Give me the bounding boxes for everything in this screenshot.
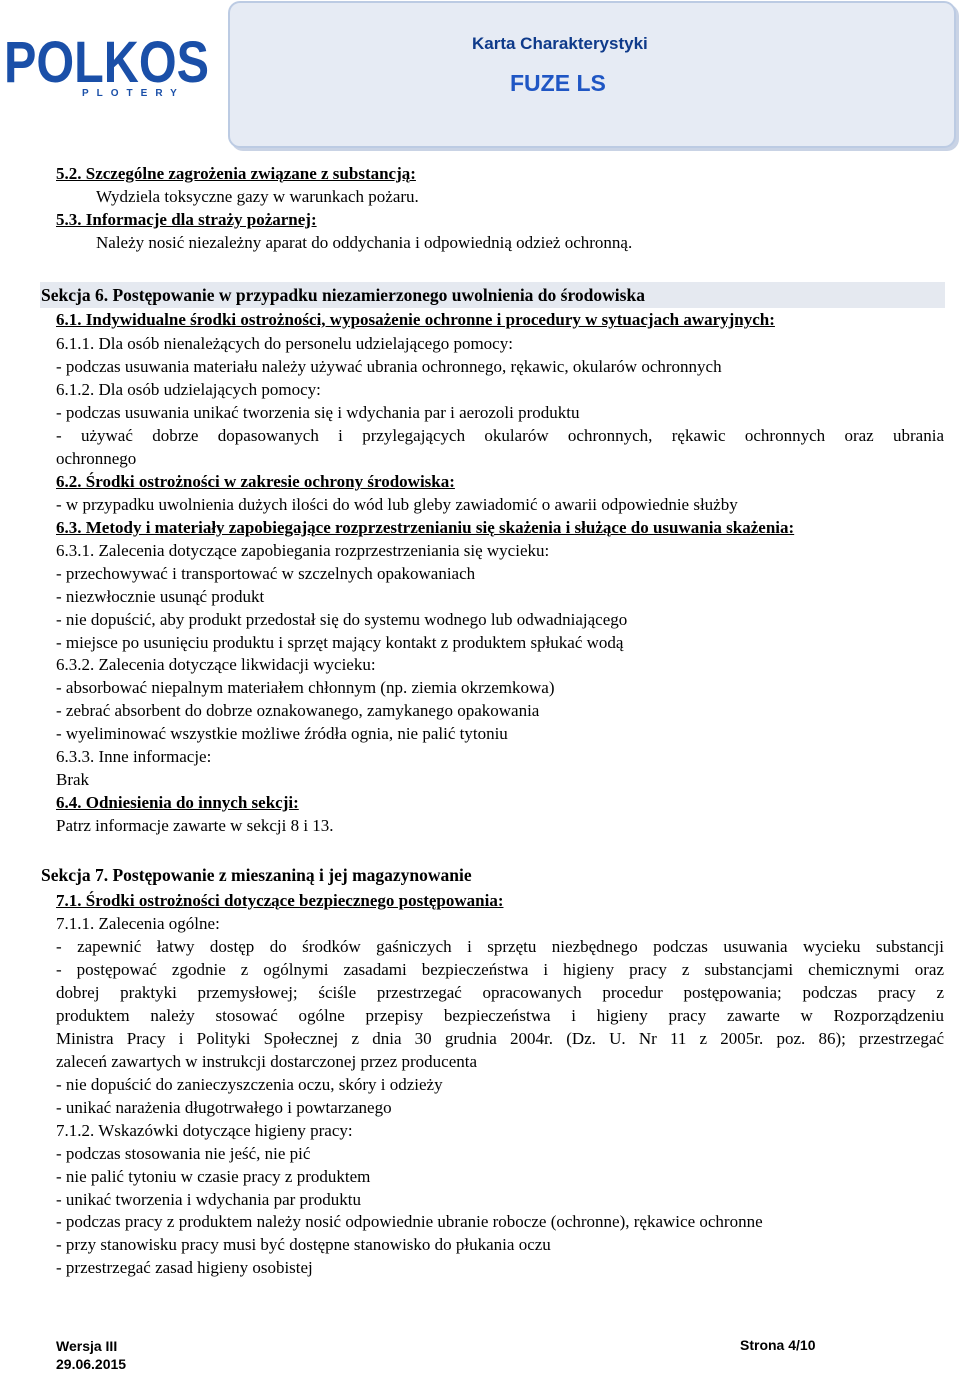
text-6-1-2-line2a: - używać dobrze dopasowanych i przylegających okularów ochronnych, rękawic ochronnych oraz ubrania [56,426,944,445]
heading-6-4: 6.4. Odniesienia do innych sekcji: [56,793,299,812]
product-name: FUZE LS [510,70,606,96]
text-6-4-line1: Patrz informacje zawarte w sekcji 8 i 13. [56,816,334,835]
text-6-3-1-line4: - miejsce po usunięciu produktu i sprzęt mający kontakt z produktem spłukać wodą [56,633,624,652]
logo-wordmark: POLKOS [4,30,209,95]
footer-date: 29.06.2015 [56,1356,127,1372]
subheading-6-3-2: 6.3.2. Zalecenia dotyczące likwidacji wycieku: [56,655,376,674]
heading-7-1: 7.1. Środki ostrożności dotyczące bezpiecznego postępowania: [56,891,504,910]
text-6-3-1-line2: - niezwłocznie usunąć produkt [56,587,265,606]
text-5-3: Należy nosić niezależny aparat do oddychania i odpowiednią odzież ochronną. [96,233,633,252]
subheading-7-1-2: 7.1.2. Wskazówki dotyczące higieny pracy: [56,1121,353,1140]
text-7-1-1-line2: - postępować zgodnie z ogólnymi zasadami bezpieczeństwa i higieny pracy z substancjami chemicznymi oraz [56,960,944,979]
subheading-6-1-1: 6.1.1. Dla osób nienależących do personelu udzielającego pomocy: [56,334,513,353]
text-7-1-1-line5: Ministra Pracy i Polityki Społecznej z dnia 30 grudnia 2004r. (Dz. U. Nr 11 z 2005r. poz. 86); przestrzegać [56,1029,944,1048]
text-7-1-1-line8: - unikać narażenia długotrwałego i powtarzanego [56,1098,392,1117]
text-7-1-2-line6: - przestrzegać zasad higieny osobistej [56,1258,313,1277]
footer-version: Wersja III [56,1338,118,1354]
heading-6-2: 6.2. Środki ostrożności w zakresie ochrony środowiska: [56,472,455,491]
text-6-1-2-line1: - podczas usuwania unikać tworzenia się i wdychania par i aerozoli produktu [56,403,580,422]
text-6-1-2-line2b: ochronnego [56,449,137,468]
text-6-2-line1: - w przypadku uwolnienia dużych ilości do wód lub gleby zawiadomić o awarii odpowiednie służby [56,495,738,514]
text-7-1-1-line1: - zapewnić łatwy dostęp do środków gaśniczych i sprzętu niezbędnego podczas usuwania wycieku substancji [56,937,944,956]
text-6-3-1-line1: - przechowywać i transportować w szczelnych opakowaniach [56,564,476,583]
heading-6-3: 6.3. Metody i materiały zapobiegające rozprzestrzenianiu się skażenia i służące do usuwania skażenia: [56,518,795,537]
text-6-3-2-line2: - zebrać absorbent do dobrze oznakowanego, zamykanego opakowania [56,701,540,720]
subheading-6-3-3: 6.3.3. Inne informacje: [56,747,212,766]
text-7-1-1-line4: produktem należy stosować ogólne przepisy bezpieczeństwa i higieny pracy zawarte w Rozporządzeniu [56,1006,944,1025]
company-logo [4,30,216,100]
polkos-logo-graphic [4,30,216,100]
document-title: Karta Charakterystyki [472,34,648,53]
logo-subtext: PLOTERY [82,88,185,99]
text-7-1-1-line6: zaleceń zawartych w instrukcji dostarczonej przez producenta [56,1052,478,1071]
text-7-1-2-line4: - podczas pracy z produktem należy nosić odpowiednie ubranie robocze (ochronne), rękawice ochronne [56,1212,763,1231]
subheading-7-1-1: 7.1.1. Zalecenia ogólne: [56,914,220,933]
section-6-header: Sekcja 6. Postępowanie w przypadku niezamierzonego uwolnienia do środowiska [40,282,945,308]
section-7-header: Sekcja 7. Postępowanie z mieszaniną i jej magazynowanie [41,865,472,885]
text-7-1-2-line3: - unikać tworzenia i wdychania par produktu [56,1190,361,1209]
text-6-1-1-line1: - podczas usuwania materiału należy używać ubrania ochronnego, rękawic, okularów ochronnych [56,357,722,376]
footer-page-number: Strona 4/10 [740,1337,816,1353]
text-6-3-2-line3: - wyeliminować wszystkie możliwe źródła ognia, nie palić tytoniu [56,724,508,743]
text-5-2: Wydziela toksyczne gazy w warunkach pożaru. [96,187,419,206]
text-7-1-2-line1: - podczas stosowania nie jeść, nie pić [56,1144,311,1163]
text-7-1-2-line5: - przy stanowisku pracy musi być dostępne stanowisko do płukania oczu [56,1235,551,1254]
heading-5-3: 5.3. Informacje dla straży pożarnej: [56,210,317,229]
heading-5-2: 5.2. Szczególne zagrożenia związane z substancją: [56,164,416,183]
subheading-6-1-2: 6.1.2. Dla osób udzielających pomocy: [56,380,321,399]
text-7-1-1-line7: - nie dopuścić do zanieczyszczenia oczu, skóry i odzieży [56,1075,443,1094]
text-7-1-1-line3: dobrej praktyki przemysłowej; ściśle przestrzegać opracowanych procedur postępowania; podczas pracy z [56,983,944,1002]
text-6-3-1-line3: - nie dopuścić, aby produkt przedostał się do systemu wodnego lub odwadniającego [56,610,628,629]
text-6-3-2-line1: - absorbować niepalnym materiałem chłonnym (np. ziemia okrzemkowa) [56,678,555,697]
footer-version-block [56,1337,126,1373]
subheading-6-3-1: 6.3.1. Zalecenia dotyczące zapobiegania rozprzestrzeniania się wycieku: [56,541,550,560]
text-6-3-3-line1: Brak [56,770,90,789]
heading-6-1: 6.1. Indywidualne środki ostrożności, wyposażenie ochronne i procedury w sytuacjach awaryjnych: [56,310,775,329]
text-7-1-2-line2: - nie palić tytoniu w czasie pracy z produktem [56,1167,371,1186]
